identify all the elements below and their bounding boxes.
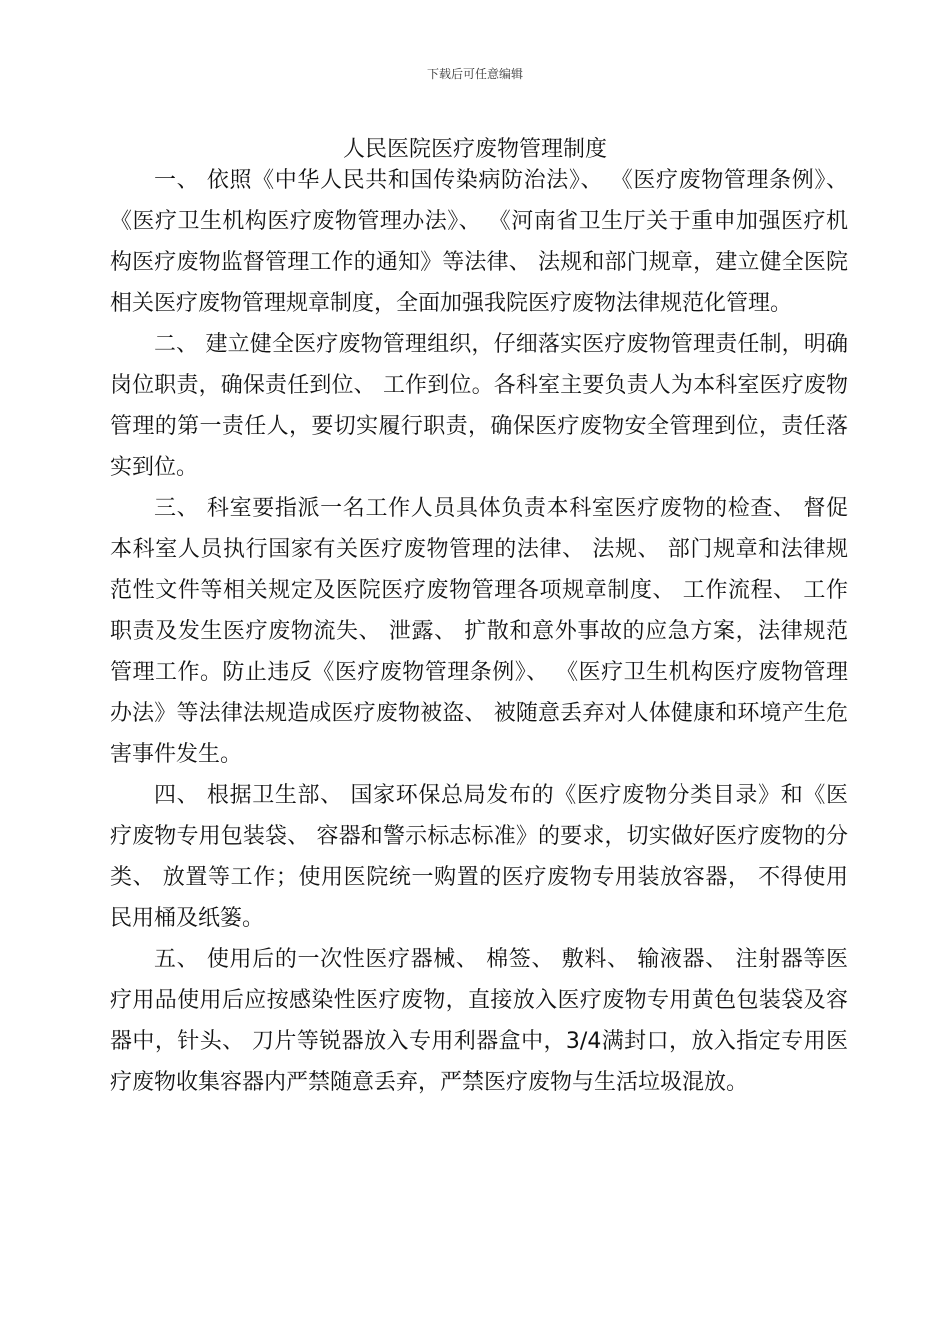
paragraph-5: 五、 使用后的一次性医疗器械、 棉签、 敷料、 输液器、 注射器等医疗用品使用后应按感染性医疗废物，直接放入医疗废物专用黄色包装袋及容器中，针头、 刀片等锐器放入专用利器盒中，3/4满封口，放入指定专用医疗废物收集容器内严禁随意丢弃，严禁医疗废物与生活垃圾混放。: [110, 947, 848, 1095]
document-title: 人民医院医疗废物管理制度: [342, 136, 607, 162]
paragraph-1: 一、 依照《中华人民共和国传染病防治法》、 《医疗废物管理条例》、 《医疗卫生机构医疗废物管理办法》、 《河南省卫生厅关于重申加强医疗机构医疗废物监督管理工作的通知》等法律、 法规和部门规章，建立健全医院相关医疗废物管理规章制度，全面加强我院医疗废物法律规范化管理。: [110, 168, 848, 316]
paragraph-2: 二、 建立健全医疗废物管理组织，仔细落实医疗废物管理责任制，明确岗位职责，确保责任到位、 工作到位。各科室主要负责人为本科室医疗废物管理的第一责任人，要切实履行职责，确保医疗废物安全管理到位，责任落实到位。: [110, 332, 848, 480]
paragraph-4: 四、 根据卫生部、 国家环保总局发布的《医疗废物分类目录》和《医疗废物专用包装袋、 容器和警示标志标准》的要求，切实做好医疗废物的分类、 放置等工作；使用医院统一购置的医疗废物专用装放容器， 不得使用民用桶及纸篓。: [110, 783, 848, 931]
document-body: [110, 160, 848, 1103]
header-note: 下载后可任意编辑: [426, 67, 523, 81]
paragraph-3: 三、 科室要指派一名工作人员具体负责本科室医疗废物的检查、 督促本科室人员执行国家有关医疗废物管理的法律、 法规、 部门规章和法律规范性文件等相关规定及医院医疗废物管理各项规章制度、 工作流程、 工作职责及发生医疗废物流失、 泄露、 扩散和意外事故的应急方案，法律规范管理工作。防止违反《医疗废物管理条例》、 《医疗卫生机构医疗废物管理办法》等法律法规造成医疗废物被盗、 被随意丢弃对人体健康和环境产生危害事件发生。: [110, 496, 848, 767]
